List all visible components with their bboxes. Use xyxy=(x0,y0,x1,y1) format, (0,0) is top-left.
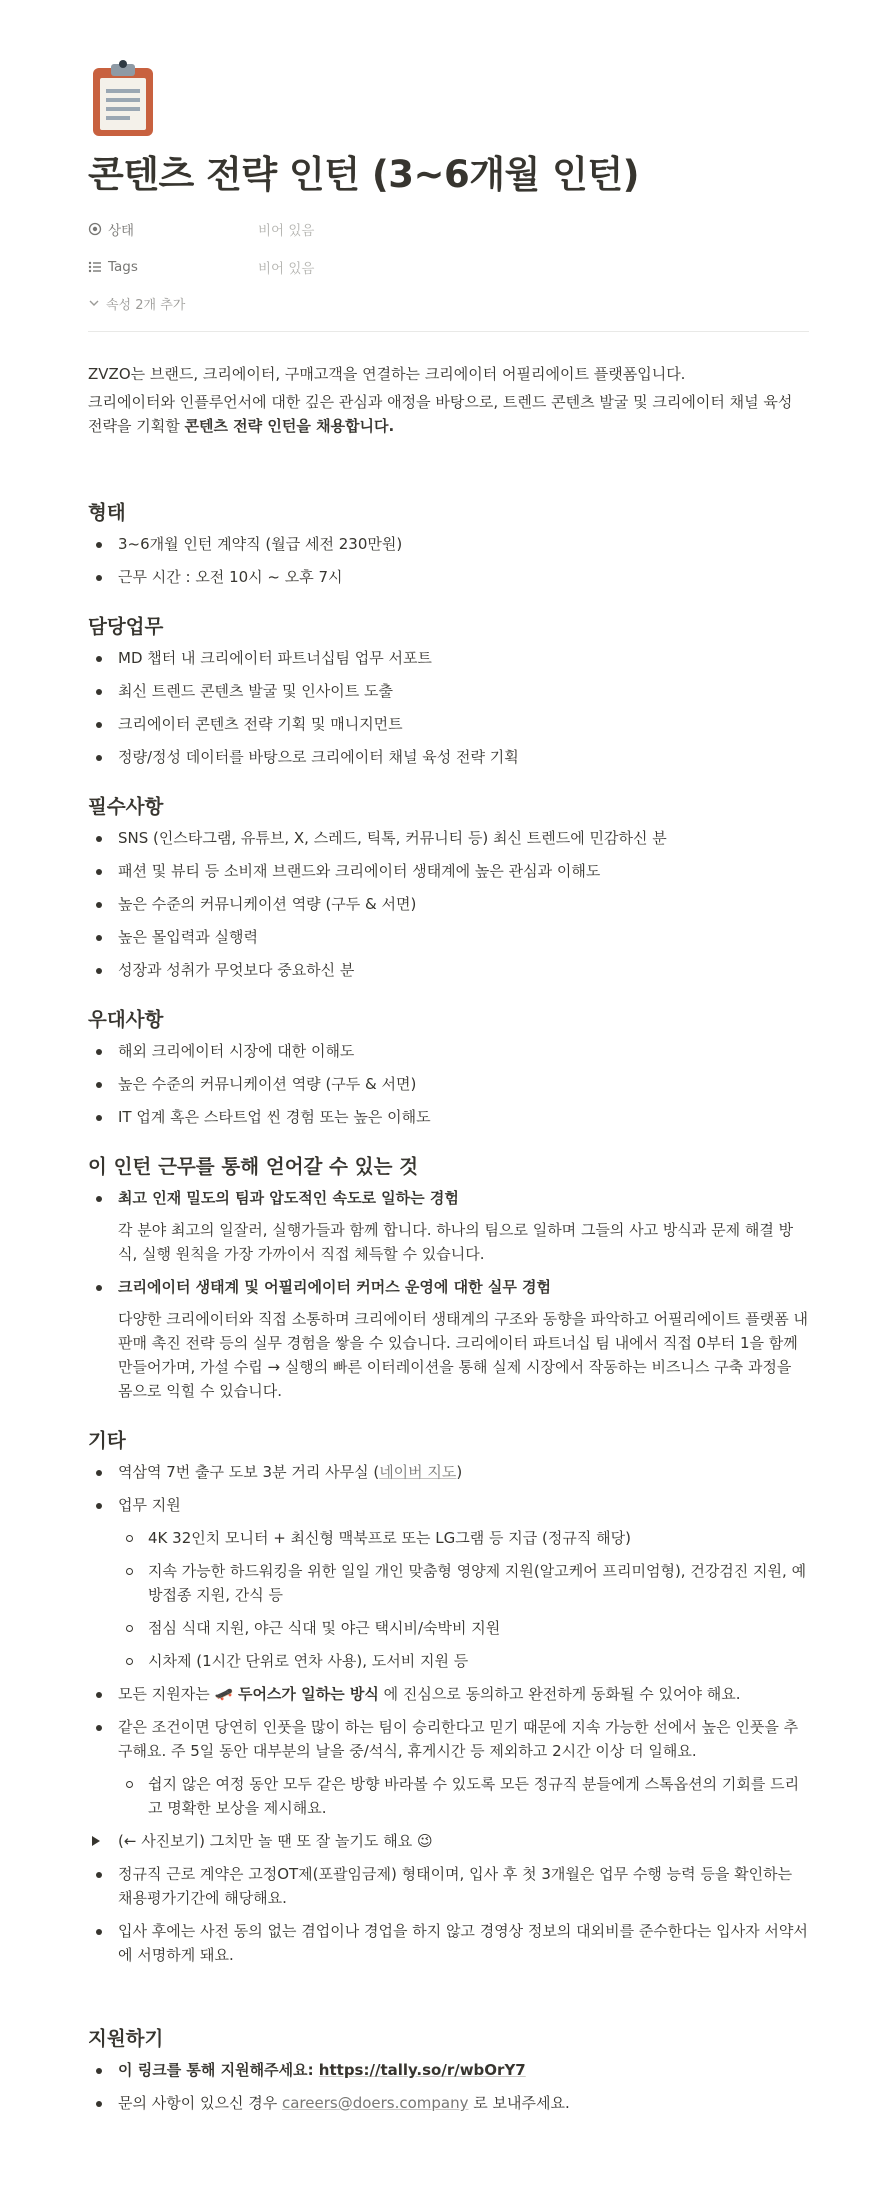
show-more-properties-button[interactable] xyxy=(88,286,809,320)
list-item: 높은 몰입력과 실행력 xyxy=(88,925,809,949)
property-key-tags: Tags xyxy=(108,259,138,275)
list-item: 점심 식대 지원, 야근 식대 및 야근 택시비/숙박비 지원 xyxy=(118,1616,809,1640)
show-more-label: 속성 2개 추가 xyxy=(106,297,186,313)
heading-preferred: 우대사항 xyxy=(88,1008,164,1031)
status-icon xyxy=(88,222,102,236)
divider xyxy=(88,331,809,332)
naver-map-link[interactable]: 네이버 지도 xyxy=(379,1463,457,1481)
list-etc xyxy=(88,1460,809,1967)
list-item: 크리에이터 콘텐츠 전략 기획 및 매니지먼트 xyxy=(88,712,809,736)
intro-paragraph-2: 크리에이터와 인플루언서에 대한 깊은 관심과 애정을 바탕으로, 트렌드 콘텐츠 발굴 및 크리에이터 채널 육성 전략을 기획할 콘텐츠 전략 인턴을 채용합니다. xyxy=(88,393,793,435)
list-duties xyxy=(88,646,809,769)
list-item-pledge: 입사 후에는 사전 동의 없는 겸업이나 경업을 하지 않고 경영상 정보의 대외비를 준수한다는 입사자 서약서에 서명하게 돼요. xyxy=(88,1919,809,1967)
list-item: 근무 시간 : 오전 10시 ~ 오후 7시 xyxy=(88,565,809,589)
intro-paragraph-1: ZVZO는 브랜드, 크리에이터, 구매고객을 연결하는 크리에이터 어필리에이트 플랫폼입니다. xyxy=(88,365,686,383)
list-item: 크리에이터 생태계 및 어필리에이터 커머스 운영에 대한 실무 경험 다양한 크리에이터와 직접 소통하며 크리에이터 생태계의 구조와 동향을 파악하고 어필리에이트 플랫폼 내 판매 촉진 전략 등의 실무 경험을 쌓을 수 있습니다. 크리에이터 파트너십 팀 내에서 직접 0부터 1을 함께 만들어가며, 가설 수립 → 실행의 빠른 이터레이션을 통해 실제 시장에서 작동하는 비즈니스 구축 과정을 몸으로 익힐 수 있습니다. xyxy=(88,1275,809,1403)
list-item: 3~6개월 인턴 계약직 (월급 세전 230만원) xyxy=(88,532,809,556)
list-item-office: 역삼역 7번 출구 도보 3분 거리 사무실 (네이버 지도) xyxy=(88,1460,809,1484)
list-item: 해외 크리에이터 시장에 대한 이해도 xyxy=(88,1039,809,1063)
list-gain xyxy=(88,1186,809,1403)
list-item-apply: 이 링크를 통해 지원해주세요: https://tally.so/r/wbOrY7 xyxy=(88,2058,809,2082)
heading-form: 형태 xyxy=(88,501,126,524)
list-item: 정량/정성 데이터를 바탕으로 크리에이터 채널 육성 전략 기획 xyxy=(88,745,809,769)
list-support xyxy=(118,1526,809,1673)
list-item: SNS (인스타그램, 유튜브, X, 스레드, 틱톡, 커뮤니티 등) 최신 트렌드에 민감하신 분 xyxy=(88,826,809,850)
page-title[interactable]: 콘텐츠 전략 인턴 (3~6개월 인턴) xyxy=(88,153,639,196)
list-preferred xyxy=(88,1039,809,1129)
list-item: 최신 트렌드 콘텐츠 발굴 및 인사이트 도출 xyxy=(88,679,809,703)
list-item-applicant: 모든 지원자는 🛹 두어스가 일하는 방식 에 진심으로 동의하고 완전하게 동화될 수 있어야 해요. xyxy=(88,1682,809,1706)
list-item: 시차제 (1시간 단위로 연차 사용), 도서비 지원 등 xyxy=(118,1649,809,1673)
toggle-triangle-icon[interactable] xyxy=(92,1836,100,1846)
list-item-contact: 문의 사항이 있으신 경우 careers@doers.company 로 보내주세요. xyxy=(88,2091,809,2115)
property-status[interactable] xyxy=(88,210,809,248)
intro-hiring-bold: 콘텐츠 전략 인턴을 채용합니다. xyxy=(184,417,395,435)
list-item: 패션 및 뷰티 등 소비재 브랜드와 크리에이터 생태계에 높은 관심과 이해도 xyxy=(88,859,809,883)
careers-email-link[interactable]: careers@doers.company xyxy=(281,2094,469,2112)
list-form xyxy=(88,532,809,589)
apply-link[interactable]: https://tally.so/r/wbOrY7 xyxy=(318,2061,526,2079)
list-required xyxy=(88,826,809,982)
heading-duties: 담당업무 xyxy=(88,615,164,638)
list-item: 쉽지 않은 여정 동안 모두 같은 방향 바라볼 수 있도록 모든 정규직 분들에게 스톡옵션의 기회를 드리고 명확한 보상을 제시해요. xyxy=(118,1772,809,1820)
heading-gain: 이 인턴 근무를 통해 얻어갈 수 있는 것 xyxy=(88,1155,419,1178)
list-item-input: 같은 조건이면 당연히 인풋을 많이 하는 팀이 승리한다고 믿기 때문에 지속 가능한 선에서 높은 인풋을 추구해요. 주 5일 동안 대부분의 날을 중/석식, 휴게시간 등 제외하고 2시간 이상 더 일해요. 쉽지 않은 여정 동안 모두 같은 방향 바라볼 수 있도록 모든 정규직 분들에게 스톡옵션의 기회를 드리고 명확한 보상을 제시해요. xyxy=(88,1715,809,1820)
heading-etc: 기타 xyxy=(88,1429,126,1452)
list-icon xyxy=(88,260,102,274)
property-value-status[interactable]: 비어 있음 xyxy=(258,223,315,239)
list-item: IT 업계 혹은 스타트업 씬 경험 또는 높은 이해도 xyxy=(88,1105,809,1129)
list-apply xyxy=(88,2058,809,2115)
list-input-sub xyxy=(118,1772,809,1820)
list-item: 지속 가능한 하드워킹을 위한 일일 개인 맞춤형 영양제 지원(알고케어 프리미엄형), 건강검진 지원, 예방접종 지원, 간식 등 xyxy=(118,1559,809,1607)
clipboard-icon[interactable] xyxy=(88,58,158,138)
list-item: 성장과 성취가 무엇보다 중요하신 분 xyxy=(88,958,809,982)
property-key-status: 상태 xyxy=(108,223,135,239)
page-body xyxy=(88,362,809,2124)
list-item: 최고 인재 밀도의 팀과 압도적인 속도로 일하는 경험 각 분야 최고의 일잘러, 실행가들과 함께 합니다. 하나의 팀으로 일하며 그들의 사고 방식과 문제 해결 방식, 실행 원칙을 가장 가까이서 직접 체득할 수 있습니다. xyxy=(88,1186,809,1266)
heading-apply: 지원하기 xyxy=(88,2027,164,2050)
list-item-support: 업무 지원 4K 32인치 모니터 + 최신형 맥북프로 또는 LG그램 등 지급 (정규직 해당) 지속 가능한 하드워킹을 위한 일일 개인 맞춤형 영양제 지원(알고케어 프리미엄형), 건강검진 지원, 예방접종 지원, 간식 등 점심 식대 지원, 야근 식대 및 야근 택시비/숙박비 지원 시차제 (1시간 단위로 연차 사용), 도서비 지원 등 xyxy=(88,1493,809,1673)
skateboard-icon: 🛹 xyxy=(214,1685,234,1703)
list-item: 높은 수준의 커뮤니케이션 역량 (구두 & 서면) xyxy=(88,1072,809,1096)
list-item: 높은 수준의 커뮤니케이션 역량 (구두 & 서면) xyxy=(88,892,809,916)
properties-panel xyxy=(88,210,809,320)
toggle-photos[interactable]: (← 사진보기) 그치만 놀 땐 또 잘 놀기도 해요 😉 xyxy=(88,1829,809,1853)
property-value-tags[interactable]: 비어 있음 xyxy=(258,261,315,277)
heading-required: 필수사항 xyxy=(88,795,164,818)
list-item-probation: 정규직 근로 계약은 고정OT제(포괄임금제) 형태이며, 입사 후 첫 3개월은 업무 수행 능력 등을 확인하는 채용평가기간에 해당해요. xyxy=(88,1862,809,1910)
chevron-down-icon xyxy=(88,297,100,309)
list-item: 4K 32인치 모니터 + 최신형 맥북프로 또는 LG그램 등 지급 (정규직 해당) xyxy=(118,1526,809,1550)
doers-way-link[interactable]: 두어스가 일하는 방식 xyxy=(237,1685,379,1703)
list-item: MD 챕터 내 크리에이터 파트너십팀 업무 서포트 xyxy=(88,646,809,670)
property-tags[interactable] xyxy=(88,248,809,286)
